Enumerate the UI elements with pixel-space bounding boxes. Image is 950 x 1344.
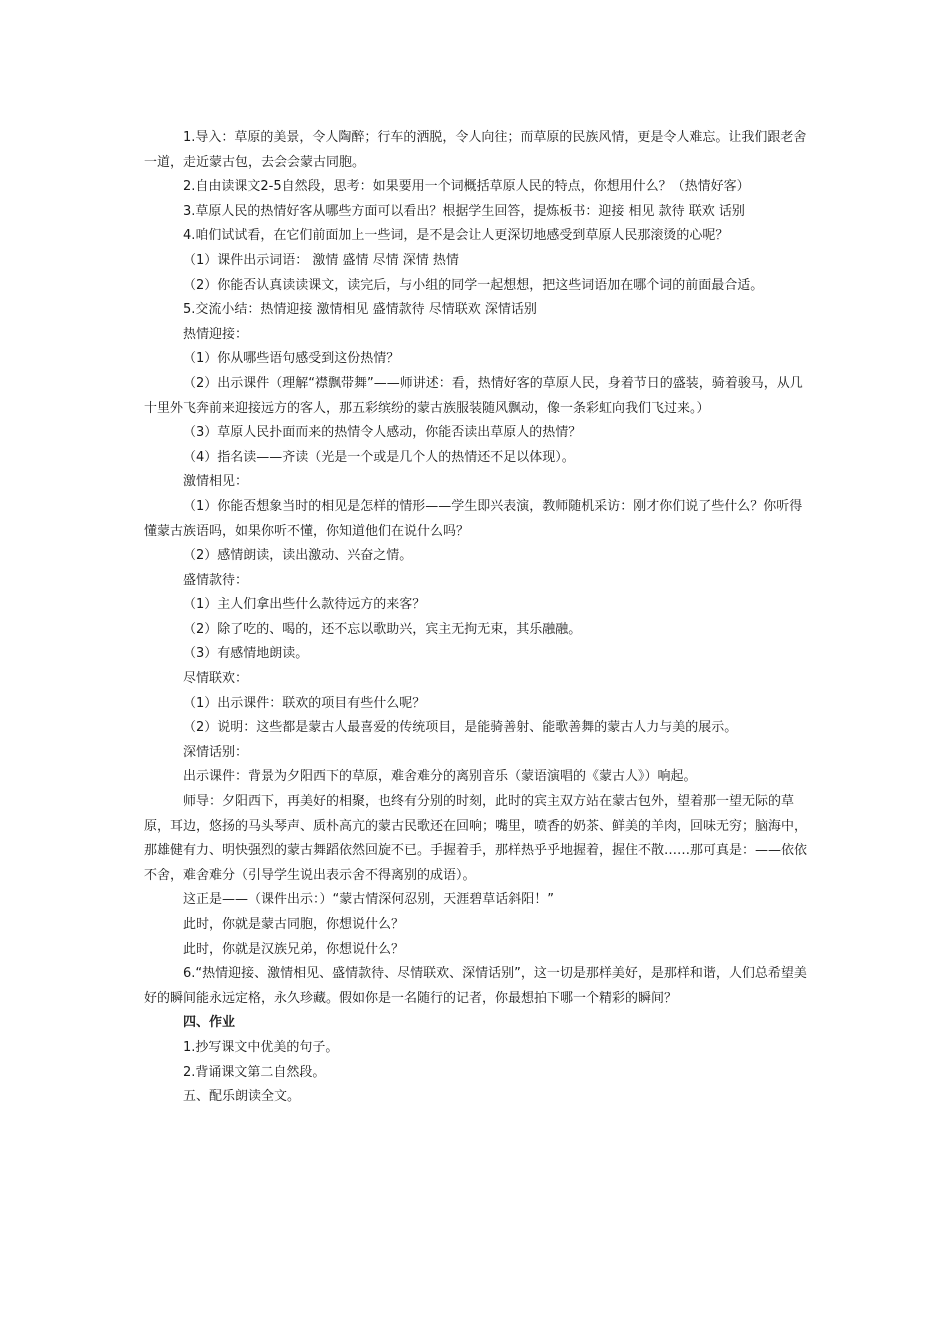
paragraph-step-3: 3.草原人民的热情好客从哪些方面可以看出？根据学生回答，提炼板书：迎接 相见 款待 联欢 话别	[183, 203, 745, 219]
paragraph-farewell-3: 这正是——（课件出示：）“蒙古情深何忍别，天涯碧草话斜阳！”	[183, 892, 554, 908]
paragraph-step-5: 5.交流小结：热情迎接 激情相见 盛情款待 尽情联欢 深情话别	[183, 302, 537, 318]
paragraph-meeting-1: （1）你能否想象当时的相见是怎样的情形——学生即兴表演，教师随机采访：刚才你们说了些什么？你听得懂蒙古族语吗，如果你听不懂，你知道他们在说什么吗？	[144, 498, 803, 539]
paragraph-step-4: 4.咱们试试看，在它们前面加上一些词，是不是会让人更深切地感受到草原人民那滚烫的心呢？	[183, 228, 729, 244]
paragraph-welcome-3: （3）草原人民扑面而来的热情令人感动，你能否读出草原人的热情？	[183, 425, 582, 441]
paragraph-step-2: 2.自由读课文2-5自然段，思考：如果要用一个词概括草原人民的特点，你想用什么？（热情好客）	[183, 179, 750, 195]
paragraph-hospitality-2: （2）除了吃的、喝的，还不忘以歌助兴，宾主无拘无束，其乐融融。	[183, 621, 582, 637]
paragraph-homework-1: 1.抄写课文中优美的句子。	[183, 1039, 339, 1055]
paragraph-step-4-1: （1）课件出示词语： 激情 盛情 尽情 深情 热情	[183, 252, 459, 268]
paragraph-celebration-1: （1）出示课件：联欢的项目有些什么呢？	[183, 695, 426, 711]
paragraph-welcome-4: （4）指名读——齐读（光是一个或是几个人的热情还不足以体现）。	[183, 449, 575, 465]
document-body	[144, 126, 812, 1110]
paragraph-welcome-2: （2）出示课件（理解“襟飘带舞”——师讲述：看，热情好客的草原人民，身着节日的盛装，骑着骏马，从几十里外飞奔前来迎接远方的客人，那五彩缤纷的蒙古族服装随风飘动，像一条彩虹向我们飞过来。）	[144, 375, 803, 416]
paragraph-hospitality-3: （3）有感情地朗读。	[183, 646, 309, 662]
section-heading-celebration: 尽情联欢：	[183, 671, 249, 687]
paragraph-welcome-1: （1）你从哪些语句感受到这份热情？	[183, 351, 400, 367]
section-heading-welcome: 热情迎接：	[183, 326, 249, 342]
section-heading-farewell: 深情话别：	[183, 744, 249, 760]
paragraph-intro: 1.导入：草原的美景，令人陶醉；行车的洒脱，令人向往；而草原的民族风情，更是令人难忘。让我们跟老舍一道，走近蒙古包，去会会蒙古同胞。	[144, 130, 807, 170]
paragraph-celebration-2: （2）说明：这些都是蒙古人最喜爱的传统项目，是能骑善射、能歌善舞的蒙古人力与美的展示。	[183, 720, 738, 736]
paragraph-hospitality-1: （1）主人们拿出些什么款待远方的来客？	[183, 597, 426, 613]
paragraph-farewell-1: 出示课件：背景为夕阳西下的草原，难舍难分的离别音乐（蒙语演唱的《蒙古人》）响起。	[183, 769, 697, 785]
paragraph-step-6: 6.“热情迎接、激情相见、盛情款待、尽情联欢、深情话别”，这一切是那样美好，是那样和谐，人们总希望美好的瞬间能永远定格，永久珍藏。假如你是一名随行的记者，你最想拍下哪一个精彩的瞬间？	[144, 966, 807, 1006]
paragraph-farewell-4: 此时，你就是蒙古同胞，你想说什么？	[183, 917, 405, 932]
paragraph-step-4-2: （2）你能否认真读读课文，读完后，与小组的同学一起想想，把这些词语加在哪个词的前面最合适。	[183, 277, 764, 293]
section-heading-homework: 四、作业	[183, 1015, 236, 1031]
section-heading-meeting: 激情相见：	[183, 474, 249, 490]
paragraph-farewell-2: 师导：夕阳西下，再美好的相聚，也终有分别的时刻，此时的宾主双方站在蒙古包外，望着那一望无际的草原，耳边，悠扬的马头琴声、质朴高亢的蒙古民歌还在回响；嘴里，喷香的奶茶、鲜美的羊肉，回味无穷；脑海中，那雄健有力、明快强烈的蒙古舞蹈依然回旋不已。手握着手，那样热乎乎地握着，握住不散……那可真是：——依依不舍，难舍难分（引导学生说出表示舍不得离别的成语）。	[144, 794, 808, 883]
paragraph-homework-2: 2.背诵课文第二自然段。	[183, 1064, 326, 1080]
section-heading-hospitality: 盛情款待：	[183, 572, 249, 588]
paragraph-meeting-2: （2）感情朗读，读出激动、兴奋之情。	[183, 548, 413, 564]
paragraph-farewell-5: 此时，你就是汉族兄弟，你想说什么？	[183, 941, 405, 957]
paragraph-section-5: 五、配乐朗读全文。	[183, 1089, 301, 1105]
